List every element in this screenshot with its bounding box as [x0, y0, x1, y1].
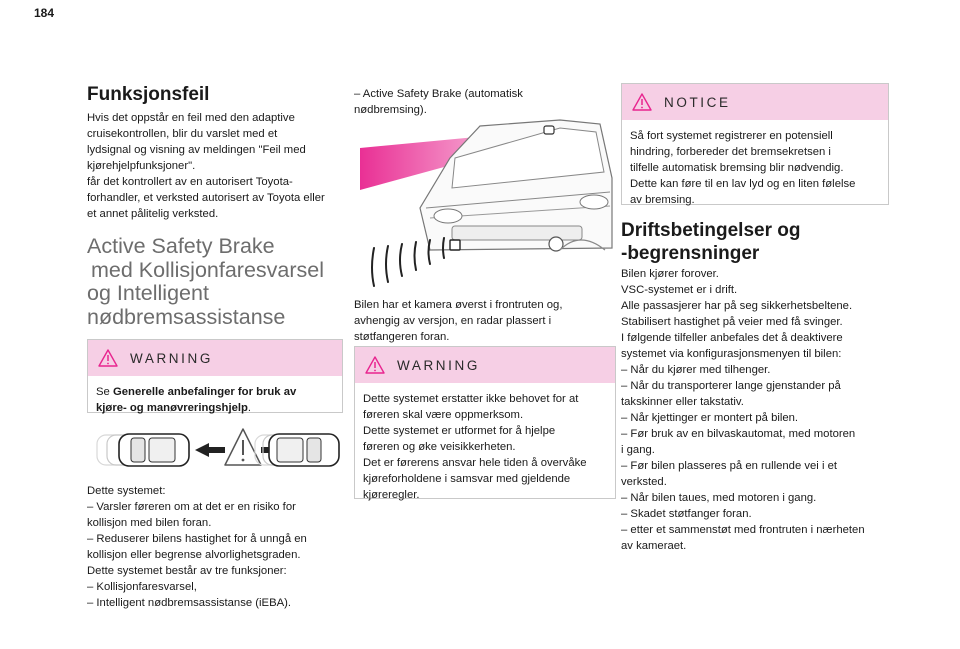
fault-text: Hvis det oppstår en feil med den adaptive cruisekontrollen, blir du varslet med et lydsignal og visning av meldingen "Feil med kjørehjelpfunksjoner". får det kontrollert av en autorisert Toyota- forhandler, et verksted autorisert av Toyota eller et annet pålitelig verksted.	[87, 112, 325, 220]
system-description: Dette systemet: – Varsler føreren om at det er en risiko for kollisjon med bilen foran. – Reduserer bilens hastighet for å unngå en kollisjon eller begrense alvorlighetsgraden. Dette systemet består av tre funksjoner: – Kollisjonfaresvarsel, – Intelligent nødbremsassistanse (iEBA).	[87, 485, 307, 609]
notice-body: Så fort systemet registrerer en potensiell hindring, forbereder det bremsekretsen i tilfelle automatisk bremsing blir nødvendig. Dette kan føre til en lav lyd og en liten følelse av bremsing.	[630, 130, 856, 206]
warning-box-header	[88, 340, 342, 376]
notice-box	[621, 83, 889, 205]
section-heading-line-4: nødbremsassistanse	[87, 304, 286, 329]
warning-body: Dette systemet erstatter ikke behovet for at føreren skal være oppmerksom. Dette systemet er utformet for å hjelpe føreren og øke veisikkerheten. Det er førerens ansvar hele tiden å overvåke kjøreforholdene i samsvar med gjeldende kjøreregler.	[363, 393, 587, 501]
section-heading-line-1: Active Safety Brake	[87, 234, 275, 258]
warning-triangle-icon	[632, 93, 652, 111]
conditions-text: Bilen kjører forover. VSC-systemet er i drift. Alle passasjerer har på seg sikkerhetsbeltene. Stabilisert hastighet på veier med få svinger. I følgende tilfeller anbefales det å deaktivere systemet via konfigurasjonsmenyen til bilen: – Når du kjører med tilhenger. – Når du transporterer lange gjenstander på takskinner eller takstativ. – Når kjettinger er montert på bilen. – Før bruk av en bilvaskautomat, med motoren i gang. – Før bilen plasseres på en rullende vei i et verksted. – Når bilen taues, med motoren i gang. – Skadet støtfanger foran. – etter et sammenstøt med frontruten i nærheten av kameraet.	[621, 268, 865, 552]
van-camera-radar-illustration	[360, 118, 614, 290]
warning-label: WARNING	[130, 350, 213, 366]
section-heading	[87, 235, 324, 329]
conditions-heading-line-1: Driftsbetingelser og	[621, 220, 801, 241]
notice-box-header	[622, 84, 888, 120]
notice-label: NOTICE	[664, 94, 731, 110]
section-heading-line-3: og Intelligent	[87, 281, 209, 305]
section-heading-line-2: med Kollisjonfaresvarsel	[91, 257, 325, 282]
warning-suffix: .	[247, 402, 252, 414]
warning-triangle-icon	[98, 349, 118, 367]
fault-heading: Funksjonsfeil	[87, 84, 210, 105]
warning-box-left	[87, 339, 343, 413]
cars-distance-illustration	[95, 425, 341, 475]
page-number: 184	[34, 6, 55, 20]
warning-triangle-icon	[365, 356, 385, 374]
warning-link-text[interactable]: Generelle anbefalinger for bruk av kjøre- og manøvreringshjelp	[96, 386, 297, 414]
conditions-heading	[621, 219, 800, 265]
warning-box-header	[355, 347, 615, 383]
conditions-heading-line-2: -begrensninger	[621, 243, 760, 264]
warning-label: WARNING	[397, 357, 480, 373]
warning-prefix: Se	[96, 386, 113, 398]
camera-text: Bilen har et kamera øverst i frontruten og, avhengig av versjon, en radar plassert i støtfangeren foran.	[354, 299, 563, 343]
intro-text: – Active Safety Brake (automatisk nødbremsing).	[354, 88, 523, 116]
warning-box-middle	[354, 346, 616, 499]
warning-body	[88, 376, 342, 422]
